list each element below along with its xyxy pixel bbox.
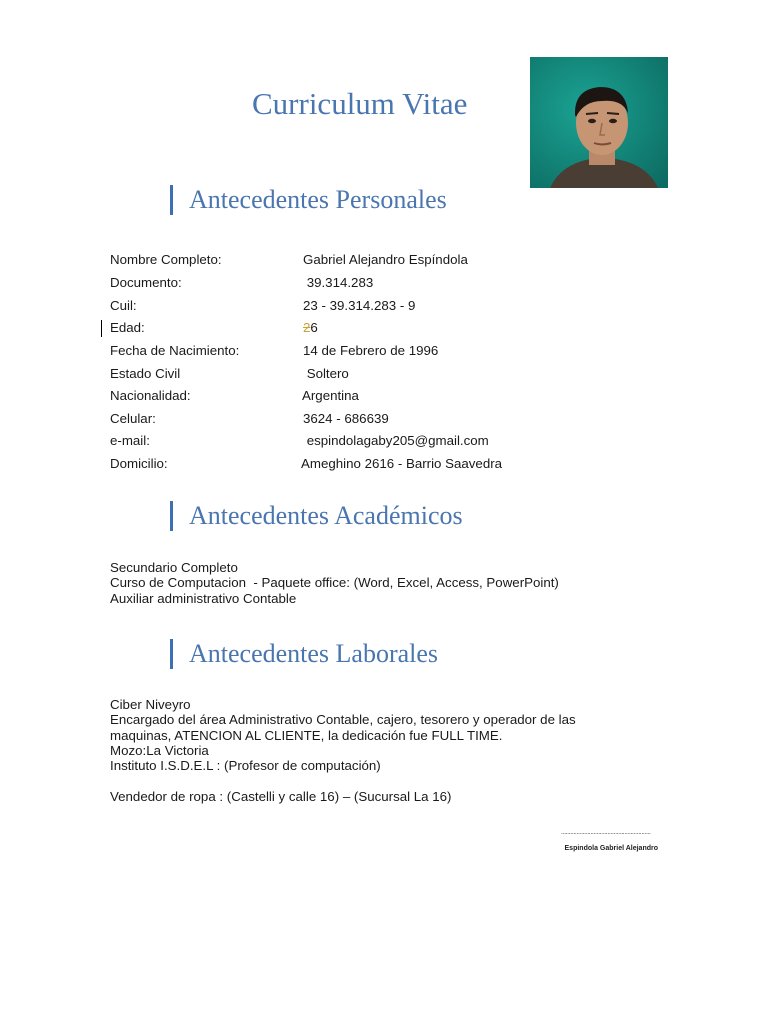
academic-item: Curso de Computacion - Paquete office: (Word, Excel, Access, PowerPoint) xyxy=(110,575,559,591)
section-heading-academic xyxy=(170,500,463,532)
field-value xyxy=(303,318,318,338)
field-value: 14 de Febrero de 1996 xyxy=(303,343,439,358)
section-heading-work xyxy=(170,638,438,670)
field-value: 39.314.283 xyxy=(303,275,374,290)
field-value: 3624 - 686639 xyxy=(303,411,389,426)
field-value: Ameghino 2616 - Barrio Saavedra xyxy=(301,456,503,471)
work-item xyxy=(110,773,576,788)
field-label: Edad: xyxy=(110,320,145,335)
academic-list xyxy=(110,560,559,606)
field-label: Estado Civil xyxy=(110,366,181,381)
work-item: Ciber Niveyro xyxy=(110,697,191,712)
field-label: Nombre Completo: xyxy=(110,252,222,267)
section-title-work: Antecedentes Laborales xyxy=(189,639,439,668)
field-value: Gabriel Alejandro Espíndola xyxy=(303,252,468,267)
section-bar xyxy=(170,185,173,215)
work-item: Mozo:La Victoria xyxy=(110,742,209,758)
section-bar xyxy=(170,639,173,669)
field-value: espindolagaby205@gmail.com xyxy=(303,433,489,448)
section-heading-personal xyxy=(170,184,447,216)
field-label: Nacionalidad: xyxy=(110,388,191,403)
field-value: Soltero xyxy=(303,366,349,381)
work-item: Vendedor de ropa : (Castelli y calle 16) – (Sucursal La 16) xyxy=(110,788,452,804)
work-item: Encargado del área Administrativo Contable, cajero, tesorero y operador de las xyxy=(110,712,576,728)
field-label: Cuil: xyxy=(110,298,137,313)
work-item: Instituto I.S.D.E.L : (Profesor de computación) xyxy=(110,758,381,774)
edad-struck-digit: 2 xyxy=(303,320,311,335)
field-value: 23 - 39.314.283 - 9 xyxy=(303,298,416,313)
academic-item: Auxiliar administrativo Contable xyxy=(110,590,297,606)
edad-digit: 6 xyxy=(310,320,318,335)
field-label: Documento: xyxy=(110,275,182,290)
section-bar xyxy=(170,501,173,531)
academic-item: Secundario Completo xyxy=(110,560,238,575)
profile-photo xyxy=(530,57,668,188)
field-label: e-mail: xyxy=(110,433,150,448)
signature-line: .......................................................... xyxy=(561,829,651,836)
field-label: Celular: xyxy=(110,411,156,426)
field-label: Domicilio: xyxy=(110,456,168,471)
text-cursor xyxy=(101,320,102,337)
section-title-personal: Antecedentes Personales xyxy=(189,185,447,214)
page-title: Curriculum Vitae xyxy=(252,86,468,121)
signature-name: Espindola Gabriel Alejandro xyxy=(564,845,658,852)
work-list xyxy=(110,697,576,804)
section-title-academic: Antecedentes Académicos xyxy=(189,501,463,530)
work-item: maquinas, ATENCION AL CLIENTE, la dedicación fue FULL TIME. xyxy=(110,727,503,743)
field-value: Argentina xyxy=(302,388,359,403)
field-label: Fecha de Nacimiento: xyxy=(110,343,240,358)
